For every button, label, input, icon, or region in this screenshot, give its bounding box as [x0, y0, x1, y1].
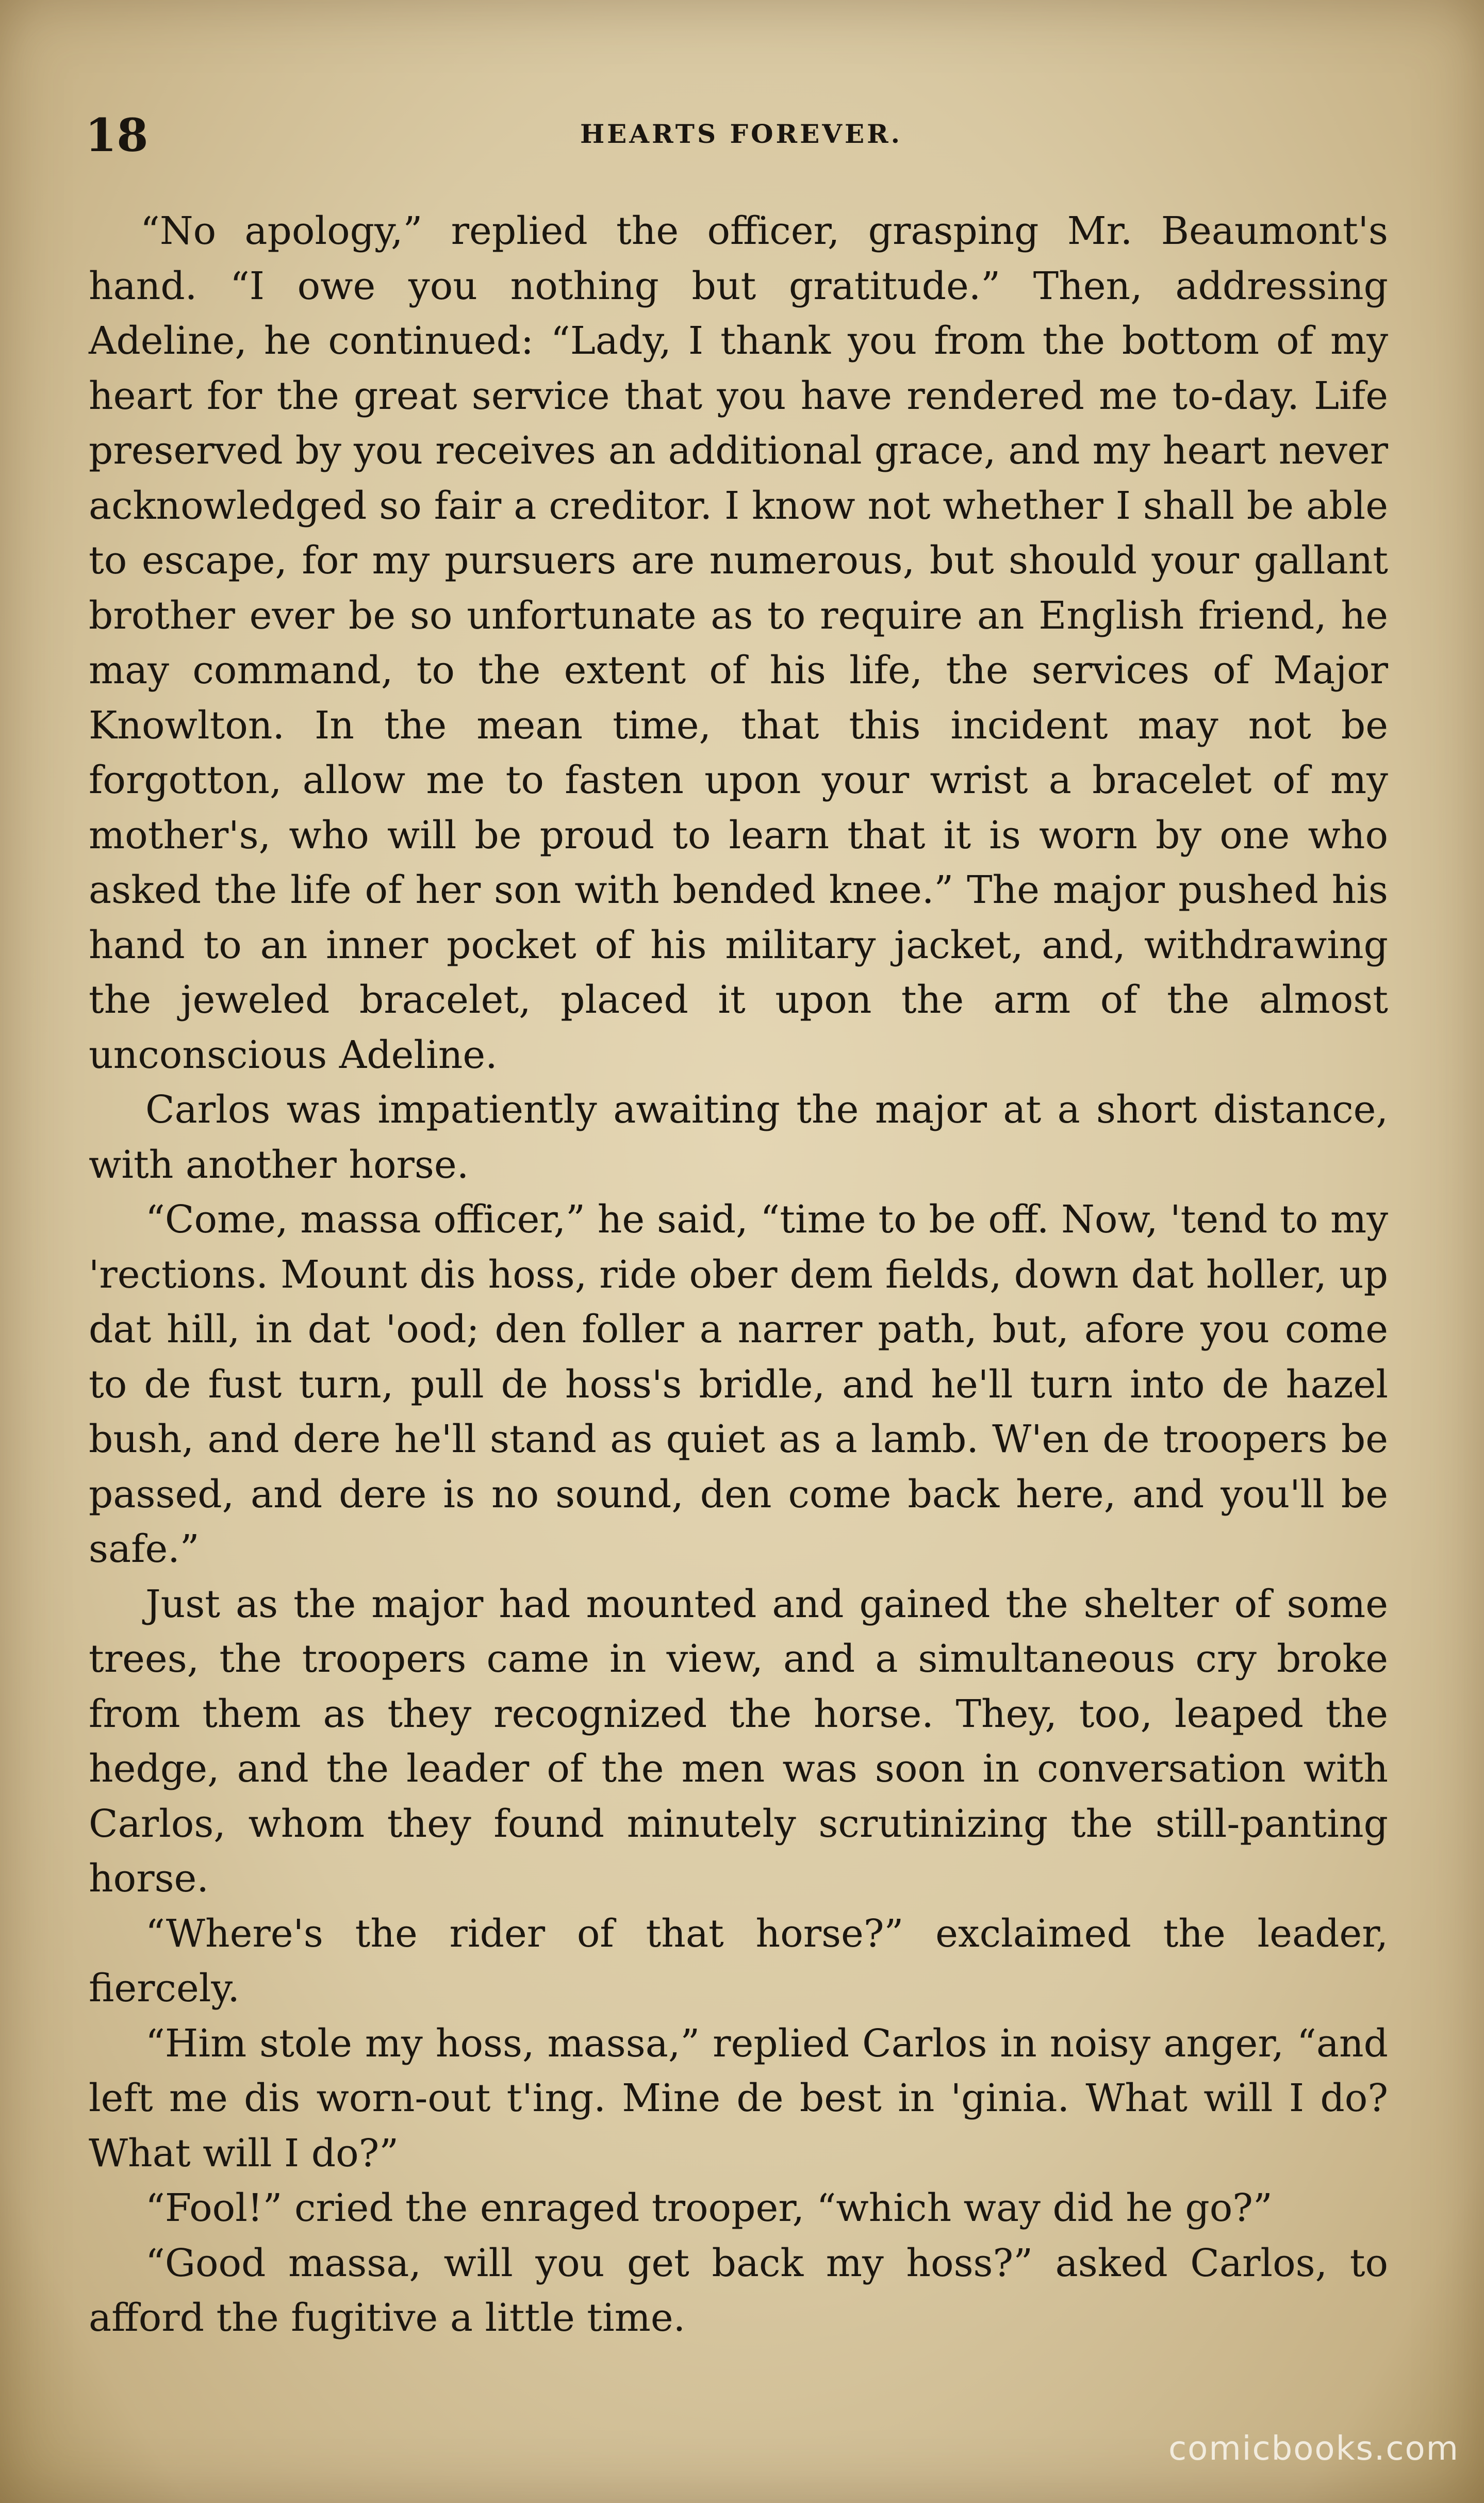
paragraph: “No apology,” replied the officer, grasping Mr. Beaumont's hand. “I owe you nothing but gratitude.” Then, addressing Adeline, he continued: “Lady, I thank you from the bottom of my heart for the great service that you have rendered me to-day. Life preserved by you receives an additional grace, and my heart never acknowledged so fair a creditor. I know not whether I shall be able to escape, for my pursuers are numerous, but should your gallant brother ever be so unfortunate as to require an English friend, he may command, to the extent of his life, the services of Major Knowlton. In the mean time, that this incident may not be forgotton, allow me to fasten upon your wrist a bracelet of my mother's, who will be proud to learn that it is worn by one who asked the life of her son with bended knee.” The major pushed his hand to an inner pocket of his military jacket, and, withdrawing the jeweled bracelet, placed it upon the arm of the almost unconscious Adeline. [89, 209, 1388, 1077]
paragraph: Just as the major had mounted and gained the shelter of some trees, the troopers came in view, and a simultaneous cry broke from them as they recognized the horse. They, too, leaped the hedge, and the leader of the men was soon in conversation with Carlos, whom they found minutely scrutinizing the still-panting horse. [89, 1582, 1388, 1901]
paragraph: “Him stole my hoss, massa,” replied Carlos in noisy anger, “and left me dis worn-out t'ing. Mine de best in 'ginia. What will I do? What will I do?” [89, 2021, 1388, 2176]
page-number: 18 [85, 108, 149, 162]
watermark-logo: comicbooks.com [1168, 2430, 1459, 2468]
paragraph: “Good massa, will you get back my hoss?” asked Carlos, to afford the fugitive a little time. [89, 2241, 1388, 2340]
page-header [85, 98, 1397, 160]
running-head: HEARTS FOREVER. [580, 119, 903, 149]
paragraph: “Come, massa officer,” he said, “time to be off. Now, 'tend to my 'rections. Mount dis hoss, ride ober dem fields, down dat holler, up dat hill, in dat 'ood; den foller a narrer path, but, afore you come to de fust turn, pull de hoss's bridle, and he'll turn into de hazel bush, and dere he'll stand as quiet as a lamb. W'en de troopers be passed, and dere is no sound, den come back here, and you'll be safe.” [89, 1197, 1388, 1571]
paragraph: “Where's the rider of that horse?” exclaimed the leader, fiercely. [89, 1911, 1388, 2011]
paragraph: “Fool!” cried the enraged trooper, “which way did he go?” [145, 2186, 1273, 2230]
body-text [89, 204, 1388, 2346]
paragraph: Carlos was impatiently awaiting the major at a short distance, with another horse. [89, 1088, 1388, 1187]
